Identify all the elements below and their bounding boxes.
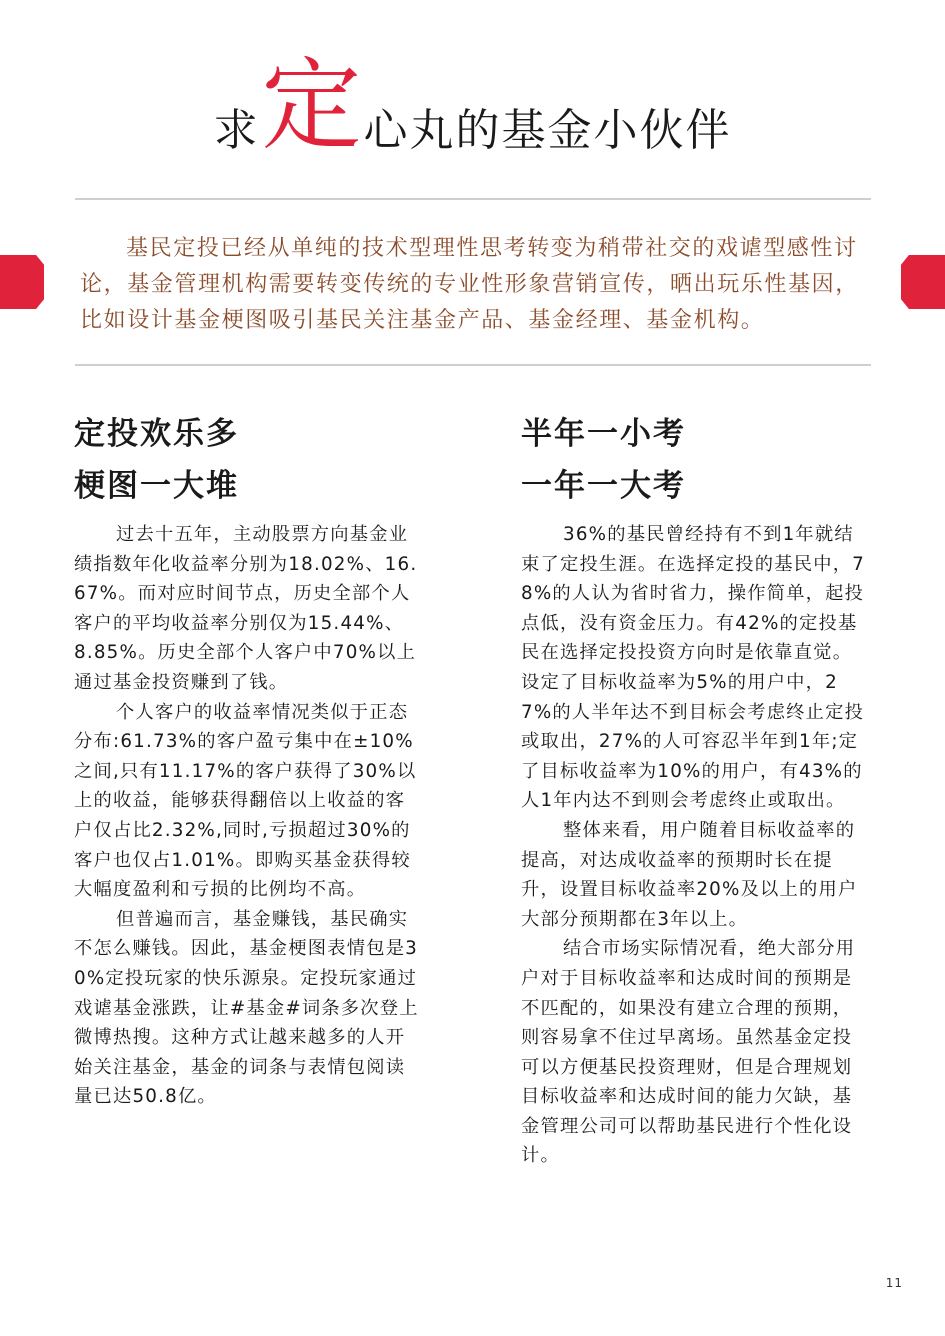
title-suffix: 心丸的基金小伙伴 xyxy=(363,105,732,156)
page-number: 11 xyxy=(885,1276,903,1290)
left-paragraph-2: 个人客户的收益率情况类似于正态分布:61.73%的客户盈亏集中在±10%之间,只有11.17%的客户获得了30%以上的收益，能够获得翻倍以上收益的客户仅占比2.32%,同时,亏损超过30%的客户也仅占1.01%。即购买基金获得较大幅度盈利和亏损的比例均不高。 xyxy=(74,701,417,901)
intro-paragraph: 基民定投已经从单纯的技术型理性思考转变为稍带社交的戏谑型感性讨论，基金管理机构需要转变传统的专业性形象营销宣传，晒出玩乐性基因，比如设计基金梗图吸引基民关注基金产品、基金经理、基金机构。 xyxy=(80,236,859,333)
right-paragraph-1: 36%的基民曾经持有不到1年就结束了定投生涯。在选择定投的基民中，78%的人认为省时省力，操作简单，起投点低，没有资金压力。有42%的定投基民在选择定投投资方向时是依靠直觉。设定了目标收益率为5%的用户中，27%的人半年达不到目标会考虑终止定投或取出，27%的人可容忍半年到1年;定了目标收益率为10%的用户，有43%的人1年内达不到则会考虑终止或取出。 xyxy=(521,524,866,812)
right-edge-tab xyxy=(901,255,945,309)
title-highlight-character: 定 xyxy=(261,47,362,164)
left-edge-tab xyxy=(0,255,44,309)
right-column xyxy=(521,408,866,1171)
right-paragraph-3: 结合市场实际情况看，绝大部分用户对于目标收益率和达成时间的预期是不匹配的，如果没有建立合理的预期，则容易拿不住过早离场。虽然基金定投可以方便基民投资理财，但是合理规划目标收益率和达成时间的能力欠缺，基金管理公司可以帮助基民进行个性化设计。 xyxy=(521,938,856,1167)
right-heading xyxy=(521,408,866,512)
left-heading-line-1: 定投欢乐多 xyxy=(74,416,239,452)
left-heading-line-2: 梗图一大堆 xyxy=(74,468,239,504)
intro-divider xyxy=(75,364,871,366)
title-prefix: 求 xyxy=(213,105,260,156)
left-heading xyxy=(74,408,419,512)
page-title xyxy=(0,47,945,166)
left-paragraph-1: 过去十五年，主动股票方向基金业绩指数年化收益率分别为18.02%、16.67%。而对应时间节点，历史全部个人客户的平均收益率分别仅为15.44%、8.85%。历史全部个人客户中70%以上通过基金投资赚到了钱。 xyxy=(74,524,418,693)
left-paragraph-3: 但普遍而言，基金赚钱，基民确实不怎么赚钱。因此，基金梗图表情包是30%定投玩家的快乐源泉。定投玩家通过戏谑基金涨跌，让#基金#词条多次登上微博热搜。这种方式让越来越多的人开始关注基金，基金的词条与表情包阅读量已达50.8亿。 xyxy=(74,908,419,1108)
right-paragraph-2: 整体来看，用户随着目标收益率的提高，对达成收益率的预期时长在提升，设置目标收益率20%及以上的用户大部分预期都在3年以上。 xyxy=(521,819,858,930)
top-divider xyxy=(75,198,871,200)
left-column xyxy=(74,408,419,1112)
right-heading-line-2: 一年一大考 xyxy=(521,468,686,504)
right-heading-line-1: 半年一小考 xyxy=(521,416,686,452)
